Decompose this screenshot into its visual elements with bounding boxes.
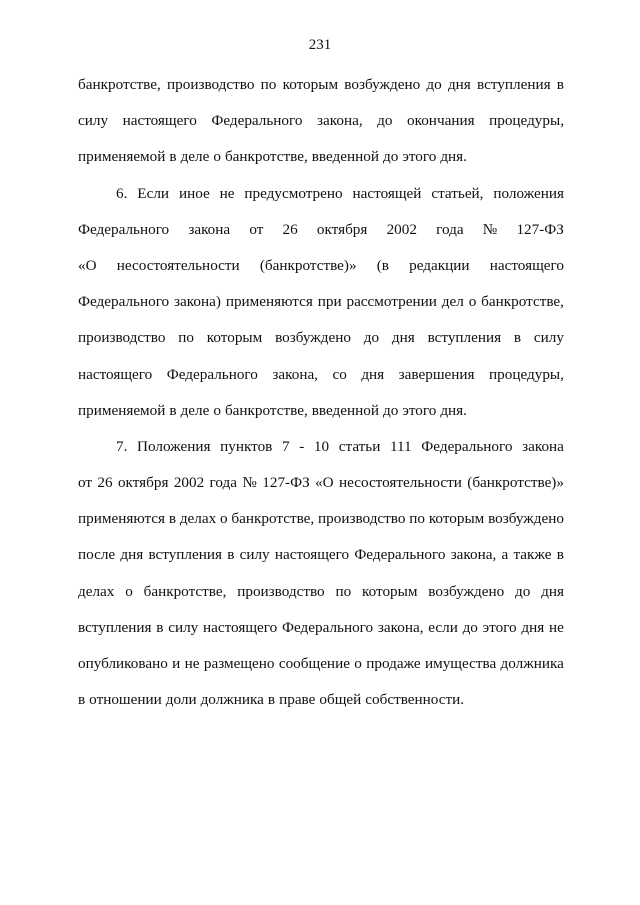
word: не	[219, 184, 235, 202]
word: закона	[522, 437, 564, 455]
word: «О	[315, 474, 334, 492]
word: закона,	[377, 618, 424, 636]
word: в	[267, 691, 276, 709]
word: -	[299, 437, 305, 455]
word: пунктов	[220, 437, 273, 455]
paragraph	[78, 176, 564, 429]
text-line	[78, 646, 564, 682]
word: октября	[117, 474, 169, 492]
text-line	[78, 139, 564, 175]
word: до	[426, 76, 442, 93]
text-line	[78, 284, 564, 320]
word: закона,	[450, 546, 497, 564]
word: настоящего	[122, 112, 197, 130]
word: Федерального	[78, 220, 170, 238]
word: в	[78, 691, 86, 709]
word: вступления	[477, 76, 551, 93]
word: завершения	[398, 365, 475, 383]
word: в	[227, 546, 235, 564]
word: (банкротстве)»	[259, 256, 357, 274]
word: несостоятельности	[338, 474, 462, 492]
word: 127-ФЗ	[262, 474, 310, 492]
word: в	[513, 329, 522, 347]
word: в	[556, 76, 564, 93]
text-line	[78, 67, 564, 103]
word: до	[383, 401, 399, 419]
word: дня	[361, 365, 385, 383]
word: о	[220, 510, 228, 528]
word: о	[125, 582, 133, 600]
word: о	[354, 655, 362, 672]
word: деле	[180, 401, 210, 419]
word: настоящего	[78, 365, 153, 383]
word: по	[178, 329, 194, 347]
word: доли	[165, 691, 197, 709]
word: до	[462, 618, 478, 636]
word: введенной	[311, 401, 379, 419]
word: дня	[541, 582, 564, 600]
word: производство	[167, 76, 255, 93]
word: несостоятельности	[116, 256, 240, 274]
word: в	[556, 546, 564, 564]
word: в	[169, 148, 177, 166]
word: процедуры,	[489, 365, 564, 383]
word: продаже	[366, 655, 421, 672]
word: по	[260, 76, 277, 93]
word: а	[501, 546, 509, 564]
word: деле	[180, 148, 210, 166]
word: и	[172, 655, 181, 672]
paragraph	[78, 429, 564, 719]
word: дня.	[440, 401, 467, 419]
word: 7.	[116, 437, 128, 455]
word: окончания	[407, 112, 475, 130]
word: дня	[120, 546, 144, 564]
word: со	[332, 365, 347, 383]
word: дел	[441, 293, 464, 311]
word: 6.	[116, 184, 128, 202]
word: которым	[428, 510, 485, 528]
word: праве	[279, 691, 316, 709]
word: должника	[200, 691, 264, 709]
word: возбуждено	[344, 76, 421, 93]
word: вступления	[427, 329, 502, 347]
word: положения	[493, 184, 564, 202]
word: до	[377, 112, 393, 130]
word: Федерального	[78, 293, 170, 311]
word: банкротстве,	[143, 582, 227, 600]
word: закона,	[272, 365, 318, 383]
word: «О	[78, 256, 97, 274]
word: применяются	[78, 510, 166, 528]
word: от	[78, 474, 93, 492]
word: вступления	[148, 546, 222, 564]
word: Федерального	[354, 546, 446, 564]
word: после	[78, 546, 116, 564]
word: по	[409, 510, 426, 528]
word: до	[363, 329, 380, 347]
text-line	[78, 501, 564, 537]
word: применяются	[225, 293, 313, 311]
word: (в	[376, 256, 389, 274]
text-line	[78, 574, 564, 610]
word: настоящего	[274, 546, 350, 564]
word: производство	[318, 510, 406, 528]
word: вступления	[78, 618, 152, 636]
word: в	[156, 618, 164, 636]
word: применяемой	[78, 148, 166, 166]
word: которым	[362, 582, 418, 600]
word: Федерального	[211, 112, 303, 130]
word: по	[335, 582, 352, 600]
word: о	[213, 148, 221, 166]
word: №	[242, 474, 257, 492]
word: Федерального	[421, 437, 513, 455]
word: силу	[239, 546, 270, 564]
text-line	[78, 429, 564, 465]
text-line	[78, 357, 564, 393]
word: опубликовано	[78, 655, 168, 672]
word: рассмотрении	[346, 293, 437, 311]
word: закона	[188, 220, 231, 238]
word: отношении	[89, 691, 162, 709]
text-line	[78, 212, 564, 248]
text-line	[78, 465, 564, 501]
word: возбуждено	[428, 582, 505, 600]
word: Положения	[137, 437, 211, 455]
word: (банкротстве)»	[467, 474, 564, 492]
word: возбуждено	[488, 510, 564, 528]
word: 2002	[173, 474, 205, 492]
word: 2002	[386, 220, 417, 238]
word: если	[428, 618, 458, 636]
word: размещено	[203, 655, 275, 672]
word: дня	[391, 329, 415, 347]
word: этого	[482, 618, 517, 636]
word: октября	[316, 220, 368, 238]
word: от	[249, 220, 264, 238]
text-line	[78, 248, 564, 284]
word: до	[514, 582, 531, 600]
word: банкротстве,	[224, 148, 308, 166]
word: сообщение	[278, 655, 350, 672]
word: о	[213, 401, 221, 419]
word: введенной	[311, 148, 379, 166]
text-line	[78, 103, 564, 139]
text-line	[78, 537, 564, 573]
word: года	[209, 474, 238, 492]
word: Если	[137, 184, 170, 202]
word: возбуждено	[275, 329, 351, 347]
word: силу	[533, 329, 564, 347]
page-number: 231	[308, 37, 332, 53]
paragraph	[78, 67, 564, 176]
word: общей	[319, 691, 362, 709]
word: закона)	[174, 293, 221, 311]
word: до	[383, 148, 399, 166]
word: Федерального	[281, 618, 374, 636]
text-line	[78, 610, 564, 646]
word: года	[436, 220, 464, 238]
word: предусмотрено	[244, 184, 343, 202]
word: производство	[237, 582, 325, 600]
word: дня.	[440, 148, 467, 166]
word: делах	[78, 582, 115, 600]
word: также	[513, 546, 552, 564]
word: силу	[78, 112, 109, 130]
word: имущества	[424, 655, 497, 672]
word: не	[184, 655, 200, 672]
word: собственности.	[365, 691, 465, 709]
text-line	[78, 176, 564, 212]
word: 26	[282, 220, 298, 238]
word: при	[317, 293, 342, 311]
text-line	[78, 682, 564, 718]
word: 7	[281, 437, 290, 455]
word: производство	[78, 329, 166, 347]
word: делах	[179, 510, 217, 528]
word: 111	[390, 437, 412, 455]
word: должника	[500, 655, 564, 672]
word: банкротстве,	[231, 510, 315, 528]
word: 10	[313, 437, 330, 455]
word: №	[482, 220, 498, 238]
word: банкротстве,	[78, 76, 161, 93]
word: применяемой	[78, 401, 166, 419]
word: которым	[282, 76, 339, 93]
word: закона,	[317, 112, 363, 130]
word: этого	[402, 148, 437, 166]
word: в	[168, 510, 176, 528]
word: 127-ФЗ	[516, 220, 564, 238]
word: банкротстве,	[481, 293, 564, 311]
word: банкротстве,	[224, 401, 308, 419]
document-body	[78, 67, 564, 718]
word: процедуры,	[489, 112, 564, 130]
word: 26	[97, 474, 113, 492]
word: иное	[178, 184, 210, 202]
word: в	[169, 401, 177, 419]
word: настоящего	[489, 256, 564, 274]
word: которым	[206, 329, 263, 347]
word: дня	[521, 618, 545, 636]
text-line	[78, 320, 564, 356]
word: этого	[402, 401, 437, 419]
word: настоящего	[203, 618, 278, 636]
word: настоящей	[352, 184, 422, 202]
word: Федерального	[166, 365, 258, 383]
word: не	[549, 618, 564, 636]
word: о	[468, 293, 477, 311]
word: дня	[447, 76, 471, 93]
word: статьей,	[431, 184, 484, 202]
word: редакции	[409, 256, 470, 274]
word: статьи	[338, 437, 381, 455]
text-line	[78, 393, 564, 429]
word: силу	[168, 618, 199, 636]
